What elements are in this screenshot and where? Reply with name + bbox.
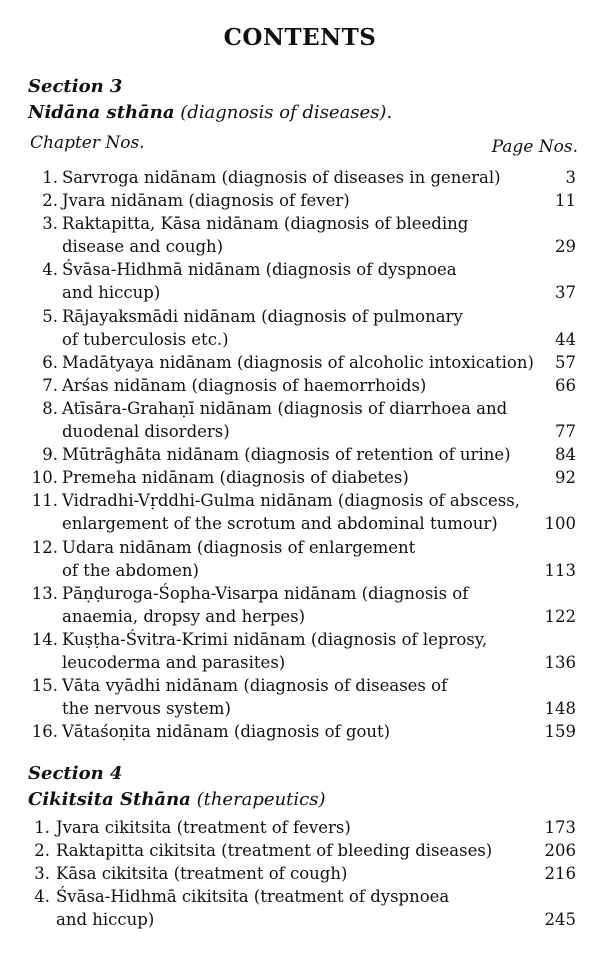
entry-number: 8. bbox=[42, 399, 58, 418]
entry-title: Pāṇḍuroga-Śopha-Visarpa nidānam (diagnosis of bbox=[62, 583, 469, 603]
entry-title: and hiccup) bbox=[56, 910, 155, 930]
entry-page-number: 84 bbox=[555, 445, 576, 465]
entry-title: Kāsa cikitsita (treatment of cough) bbox=[56, 864, 348, 884]
entry-number: 16. bbox=[31, 722, 58, 742]
section-3-name-sub: (diagnosis of diseases). bbox=[180, 102, 393, 123]
entry-page-number: 148 bbox=[544, 699, 576, 719]
entry-number: 12. bbox=[31, 537, 58, 557]
entry-number: 2. bbox=[42, 191, 58, 211]
section-3-name bbox=[28, 102, 392, 123]
entry-number: 2. bbox=[34, 841, 50, 861]
entry-page-number: 100 bbox=[544, 514, 576, 534]
entry-number: 1. bbox=[42, 168, 58, 187]
entry-number: 10. bbox=[31, 468, 58, 488]
entry-title: Rājayaksmādi nidānam (diagnosis of pulmonary bbox=[62, 306, 463, 326]
entry-title: disease and cough) bbox=[62, 237, 224, 257]
entry-title: of the abdomen) bbox=[62, 560, 199, 580]
entry-title: Vātaśoṇita nidānam (diagnosis of gout) bbox=[62, 722, 391, 742]
entry-page-number: 66 bbox=[555, 375, 576, 395]
entry-number: 5. bbox=[42, 306, 58, 326]
entry-title: Śvāsa-Hidhmā cikitsita (treatment of dyspnoea bbox=[56, 887, 450, 907]
entry-page-number: 173 bbox=[544, 818, 576, 837]
entry-page-number: 206 bbox=[544, 841, 576, 861]
entry-title: Vidradhi-Vṛddhi-Gulma nidānam (diagnosis of abscess, bbox=[62, 491, 520, 511]
entry-number: 3. bbox=[42, 214, 58, 234]
entry-title: enlargement of the scrotum and abdominal tumour) bbox=[62, 514, 498, 534]
entry-title: Madātyaya nidānam (diagnosis of alcoholic intoxication) bbox=[62, 352, 534, 372]
entry-page-number: 3 bbox=[565, 168, 576, 187]
entry-number: 1. bbox=[34, 818, 50, 837]
section-4-name bbox=[28, 789, 326, 810]
entry-page-number: 245 bbox=[544, 910, 576, 930]
entry-page-number: 216 bbox=[544, 864, 576, 884]
entry-title: Mūtrāghāta nidānam (diagnosis of retention of urine) bbox=[62, 445, 511, 465]
entry-number: 11. bbox=[31, 491, 58, 511]
page-nos-header: Page Nos. bbox=[491, 137, 578, 157]
entry-title: Atīsāra-Grahaṇī nidānam (diagnosis of diarrhoea and bbox=[62, 399, 508, 418]
entry-title: Premeha nidānam (diagnosis of diabetes) bbox=[62, 468, 409, 488]
entry-page-number: 29 bbox=[555, 237, 576, 257]
entry-title: leucoderma and parasites) bbox=[62, 653, 286, 673]
entry-page-number: 11 bbox=[555, 191, 576, 211]
entry-number: 15. bbox=[31, 676, 58, 696]
section-4-name-strong: Cikitsita Sthāna bbox=[28, 789, 191, 810]
entry-page-number: 122 bbox=[544, 606, 576, 626]
section-4-name-sub: (therapeutics) bbox=[196, 789, 326, 810]
entry-number: 13. bbox=[31, 583, 58, 603]
entry-number: 6. bbox=[42, 352, 58, 372]
entry-page-number: 159 bbox=[544, 722, 576, 742]
entry-page-number: 44 bbox=[555, 329, 576, 349]
entry-title: duodenal disorders) bbox=[62, 422, 230, 442]
entry-title: Sarvroga nidānam (diagnosis of diseases in general) bbox=[62, 168, 501, 187]
entry-title: Arśas nidānam (diagnosis of haemorrhoids) bbox=[62, 375, 427, 395]
entry-title: Kuṣṭha-Śvitra-Krimi nidānam (diagnosis of leprosy, bbox=[62, 630, 488, 649]
entry-page-number: 77 bbox=[555, 422, 576, 442]
entry-title: the nervous system) bbox=[62, 699, 231, 719]
entry-number: 9. bbox=[42, 445, 58, 465]
section-3-name-strong: Nidāna sthāna bbox=[28, 102, 175, 123]
entry-title: Raktapitta cikitsita (treatment of bleeding diseases) bbox=[56, 841, 493, 861]
section-4-label: Section 4 bbox=[28, 763, 123, 784]
entry-title: Udara nidānam (diagnosis of enlargement bbox=[62, 537, 416, 557]
section-3-label: Section 3 bbox=[28, 76, 123, 97]
entry-number: 7. bbox=[42, 375, 58, 395]
entry-number: 14. bbox=[31, 630, 58, 649]
entry-page-number: 136 bbox=[544, 653, 576, 673]
entry-title: anaemia, dropsy and herpes) bbox=[62, 606, 306, 626]
chapter-nos-header: Chapter Nos. bbox=[30, 133, 145, 153]
entry-page-number: 57 bbox=[555, 352, 576, 372]
entry-page-number: 37 bbox=[555, 283, 576, 303]
entry-title: Vāta vyādhi nidānam (diagnosis of diseases of bbox=[62, 676, 448, 696]
entry-title: and hiccup) bbox=[62, 283, 161, 303]
entry-number: 3. bbox=[34, 864, 50, 884]
entry-title: of tuberculosis etc.) bbox=[62, 329, 229, 349]
entry-number: 4. bbox=[34, 887, 50, 907]
entry-page-number: 92 bbox=[555, 468, 576, 488]
entry-page-number: 113 bbox=[544, 560, 576, 580]
entry-number: 4. bbox=[42, 260, 58, 280]
entry-title: Jvara nidānam (diagnosis of fever) bbox=[62, 191, 350, 211]
entry-title: Raktapitta, Kāsa nidānam (diagnosis of bleeding bbox=[62, 214, 469, 234]
entry-title: Jvara cikitsita (treatment of fevers) bbox=[56, 818, 351, 837]
entry-title: Śvāsa-Hidhmā nidānam (diagnosis of dyspnoea bbox=[62, 260, 457, 280]
page-title: CONTENTS bbox=[223, 24, 377, 51]
